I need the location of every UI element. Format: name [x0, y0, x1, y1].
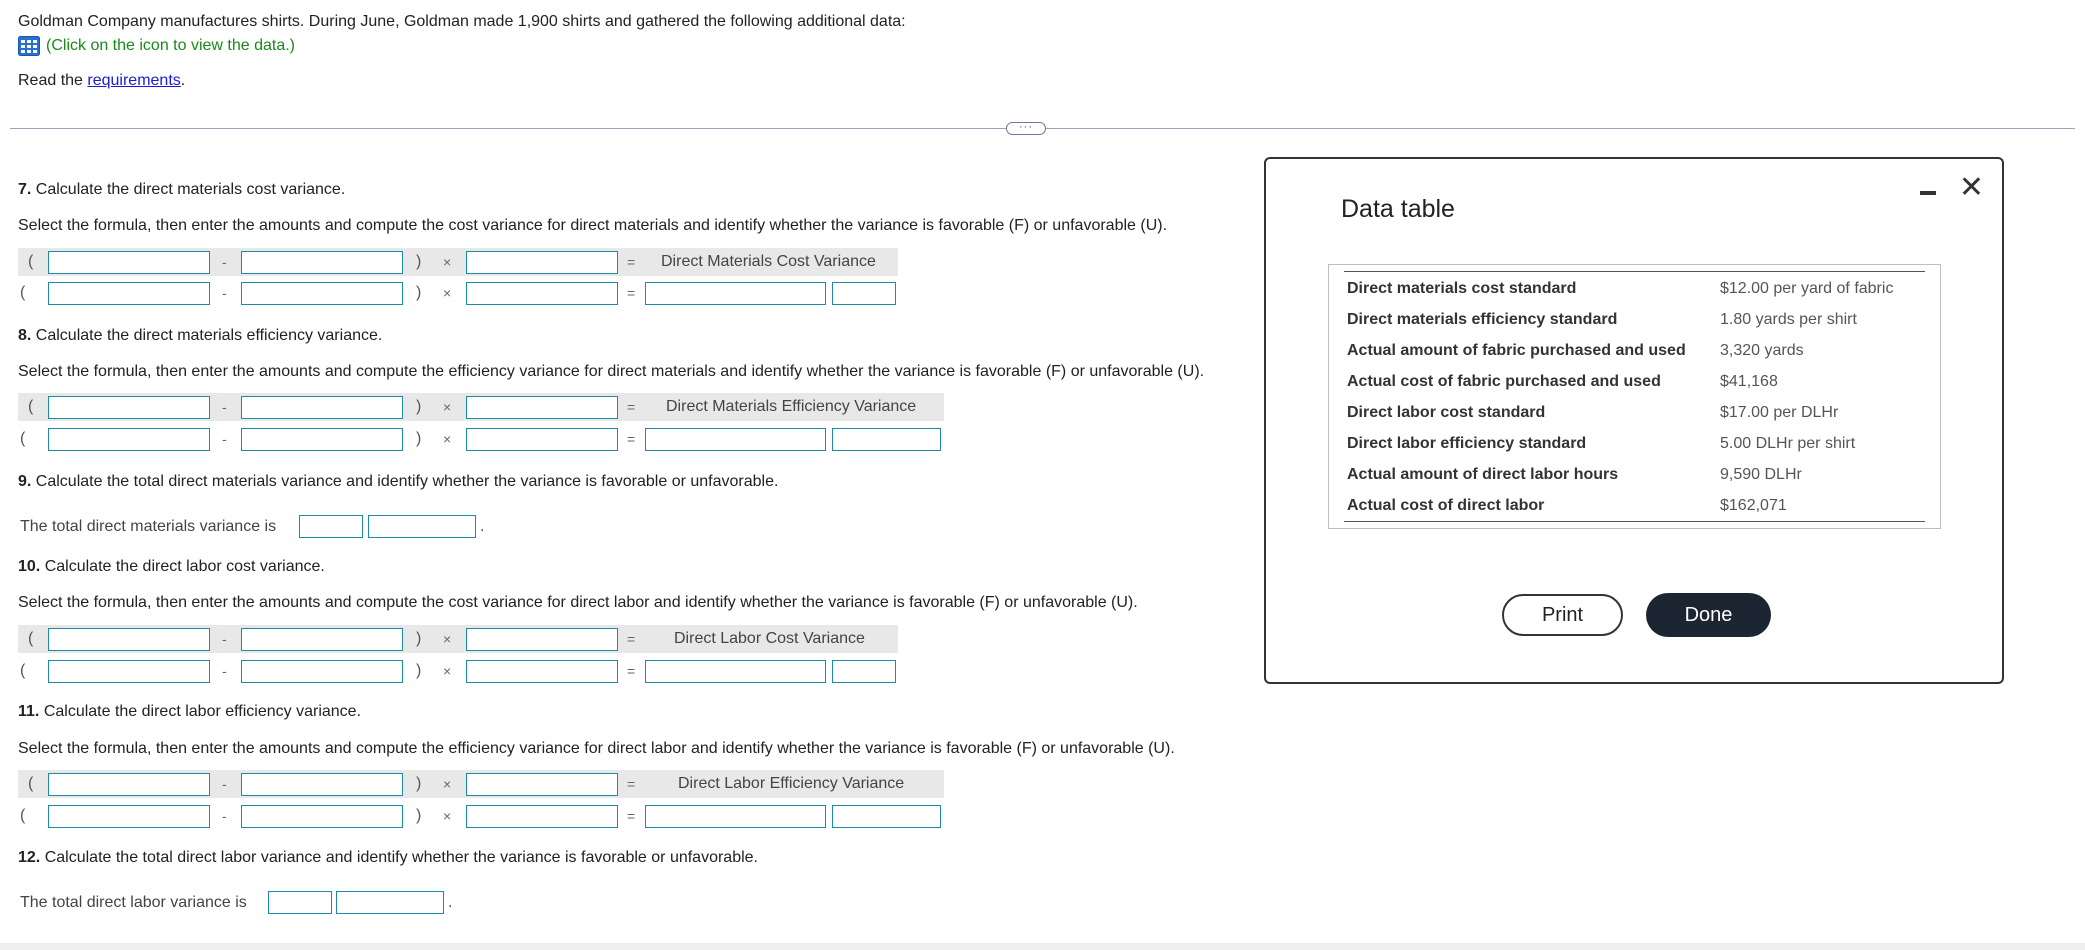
dm-efficiency-formula-row: ( - ) × = Direct Materials Efficiency Variance: [18, 393, 944, 421]
amount-1-input[interactable]: [48, 428, 210, 451]
variance-label: Direct Labor Cost Variance: [674, 630, 865, 647]
amount-3-input[interactable]: [466, 282, 618, 305]
expand-button[interactable]: ···: [1006, 122, 1046, 135]
question-8-instruction: Select the formula, then enter the amounts and compute the efficiency variance for direct materials and identify whether the variance is favorable (F) or unfavorable (U).: [18, 363, 1205, 380]
amount-2-input[interactable]: [241, 660, 403, 683]
variance-label: Direct Labor Efficiency Variance: [678, 775, 905, 792]
formula-term-3-select[interactable]: [466, 773, 618, 796]
data-row: Direct materials efficiency standard 1.80 yards per shirt: [1347, 311, 1857, 328]
done-button[interactable]: Done: [1646, 593, 1771, 637]
dm-cost-amount-row: ( - ) × =: [18, 279, 898, 307]
question-11-instruction: Select the formula, then enter the amounts and compute the efficiency variance for direct labor and identify whether the variance is favorable (F) or unfavorable (U).: [18, 740, 1175, 757]
variance-amount-input[interactable]: [645, 282, 826, 305]
amount-2-input[interactable]: [241, 282, 403, 305]
question-9-title: 9. Calculate the total direct materials variance and identify whether the variance is favorable or unfavorable.: [18, 473, 779, 490]
dl-efficiency-amount-row: ( - ) × =: [18, 802, 944, 830]
total-dm-variance-fu-select[interactable]: [368, 515, 476, 538]
data-row: Direct materials cost standard $12.00 per yard of fabric: [1347, 280, 1894, 297]
total-dl-variance-amount-input[interactable]: [268, 891, 332, 914]
variance-fu-select[interactable]: [832, 660, 896, 683]
dl-efficiency-formula-row: ( - ) × = Direct Labor Efficiency Variance: [18, 770, 944, 798]
variance-fu-select[interactable]: [832, 282, 896, 305]
dl-cost-amount-row: ( - ) × =: [18, 657, 898, 685]
formula-term-3-select[interactable]: [466, 396, 618, 419]
formula-term-2-select[interactable]: [241, 773, 403, 796]
formula-term-1-select[interactable]: [48, 251, 210, 274]
close-icon[interactable]: ✕: [1958, 171, 1984, 204]
table-top-rule: [1344, 271, 1925, 272]
data-row: Actual amount of fabric purchased and used 3,320 yards: [1347, 342, 1804, 359]
read-requirements: Read the requirements.: [18, 72, 186, 89]
dialog-title: Data table: [1341, 195, 1455, 223]
bottom-scrollbar: [0, 943, 2085, 950]
minimize-icon[interactable]: [1920, 191, 1936, 195]
requirements-link[interactable]: requirements: [87, 72, 181, 89]
variance-amount-input[interactable]: [645, 428, 826, 451]
print-button[interactable]: Print: [1502, 594, 1623, 636]
variance-label: Direct Materials Efficiency Variance: [666, 398, 917, 415]
question-8-title: 8. Calculate the direct materials efficiency variance.: [18, 327, 383, 344]
total-dl-variance-line: The total direct labor variance is .: [20, 894, 247, 912]
data-row: Actual cost of fabric purchased and used $41,168: [1347, 373, 1778, 390]
table-grid-icon[interactable]: [18, 36, 40, 56]
total-dm-variance-line: The total direct materials variance is .: [20, 518, 276, 536]
dm-efficiency-amount-row: ( - ) × =: [18, 425, 944, 453]
amount-1-input[interactable]: [48, 282, 210, 305]
table-bottom-rule: [1344, 521, 1925, 522]
question-10-title: 10. Calculate the direct labor cost variance.: [18, 558, 325, 575]
amount-3-input[interactable]: [466, 805, 618, 828]
formula-term-2-select[interactable]: [241, 396, 403, 419]
formula-term-3-select[interactable]: [466, 628, 618, 651]
dm-cost-formula-row: ( - ) × = Direct Materials Cost Variance: [18, 248, 898, 276]
amount-1-input[interactable]: [48, 805, 210, 828]
view-data-label[interactable]: (Click on the icon to view the data.): [46, 37, 296, 54]
dl-cost-formula-row: ( - ) × = Direct Labor Cost Variance: [18, 625, 898, 653]
data-row: Direct labor cost standard $17.00 per DLHr: [1347, 404, 1839, 421]
problem-statement: Goldman Company manufactures shirts. During June, Goldman made 1,900 shirts and gathered the following additional data:: [18, 13, 906, 30]
question-12-title: 12. Calculate the total direct labor variance and identify whether the variance is favorable or unfavorable.: [18, 849, 758, 866]
question-10-instruction: Select the formula, then enter the amounts and compute the cost variance for direct labor and identify whether the variance is favorable (F) or unfavorable (U).: [18, 594, 1138, 611]
data-row: Direct labor efficiency standard 5.00 DLHr per shirt: [1347, 435, 1856, 452]
variance-fu-select[interactable]: [832, 805, 941, 828]
formula-term-1-select[interactable]: [48, 628, 210, 651]
question-7-title: 7. Calculate the direct materials cost variance.: [18, 181, 346, 198]
variance-fu-select[interactable]: [832, 428, 941, 451]
data-table-dialog: [1264, 157, 2004, 684]
data-table: [1328, 264, 1941, 529]
data-row: Actual amount of direct labor hours 9,590 DLHr: [1347, 466, 1802, 483]
total-dm-variance-amount-input[interactable]: [299, 515, 363, 538]
formula-term-3-select[interactable]: [466, 251, 618, 274]
formula-term-2-select[interactable]: [241, 251, 403, 274]
question-7-instruction: Select the formula, then enter the amounts and compute the cost variance for direct materials and identify whether the variance is favorable (F) or unfavorable (U).: [18, 217, 1168, 234]
amount-2-input[interactable]: [241, 428, 403, 451]
variance-amount-input[interactable]: [645, 660, 826, 683]
amount-3-input[interactable]: [466, 428, 618, 451]
total-dl-variance-fu-select[interactable]: [336, 891, 444, 914]
variance-amount-input[interactable]: [645, 805, 826, 828]
question-11-title: 11. Calculate the direct labor efficiency variance.: [18, 703, 362, 720]
variance-label: Direct Materials Cost Variance: [661, 253, 876, 270]
amount-3-input[interactable]: [466, 660, 618, 683]
formula-term-1-select[interactable]: [48, 396, 210, 419]
formula-term-1-select[interactable]: [48, 773, 210, 796]
problem-intro: [18, 11, 906, 57]
formula-term-2-select[interactable]: [241, 628, 403, 651]
amount-2-input[interactable]: [241, 805, 403, 828]
amount-1-input[interactable]: [48, 660, 210, 683]
view-data-link[interactable]: [18, 35, 906, 57]
data-row: Actual cost of direct labor $162,071: [1347, 497, 1787, 514]
